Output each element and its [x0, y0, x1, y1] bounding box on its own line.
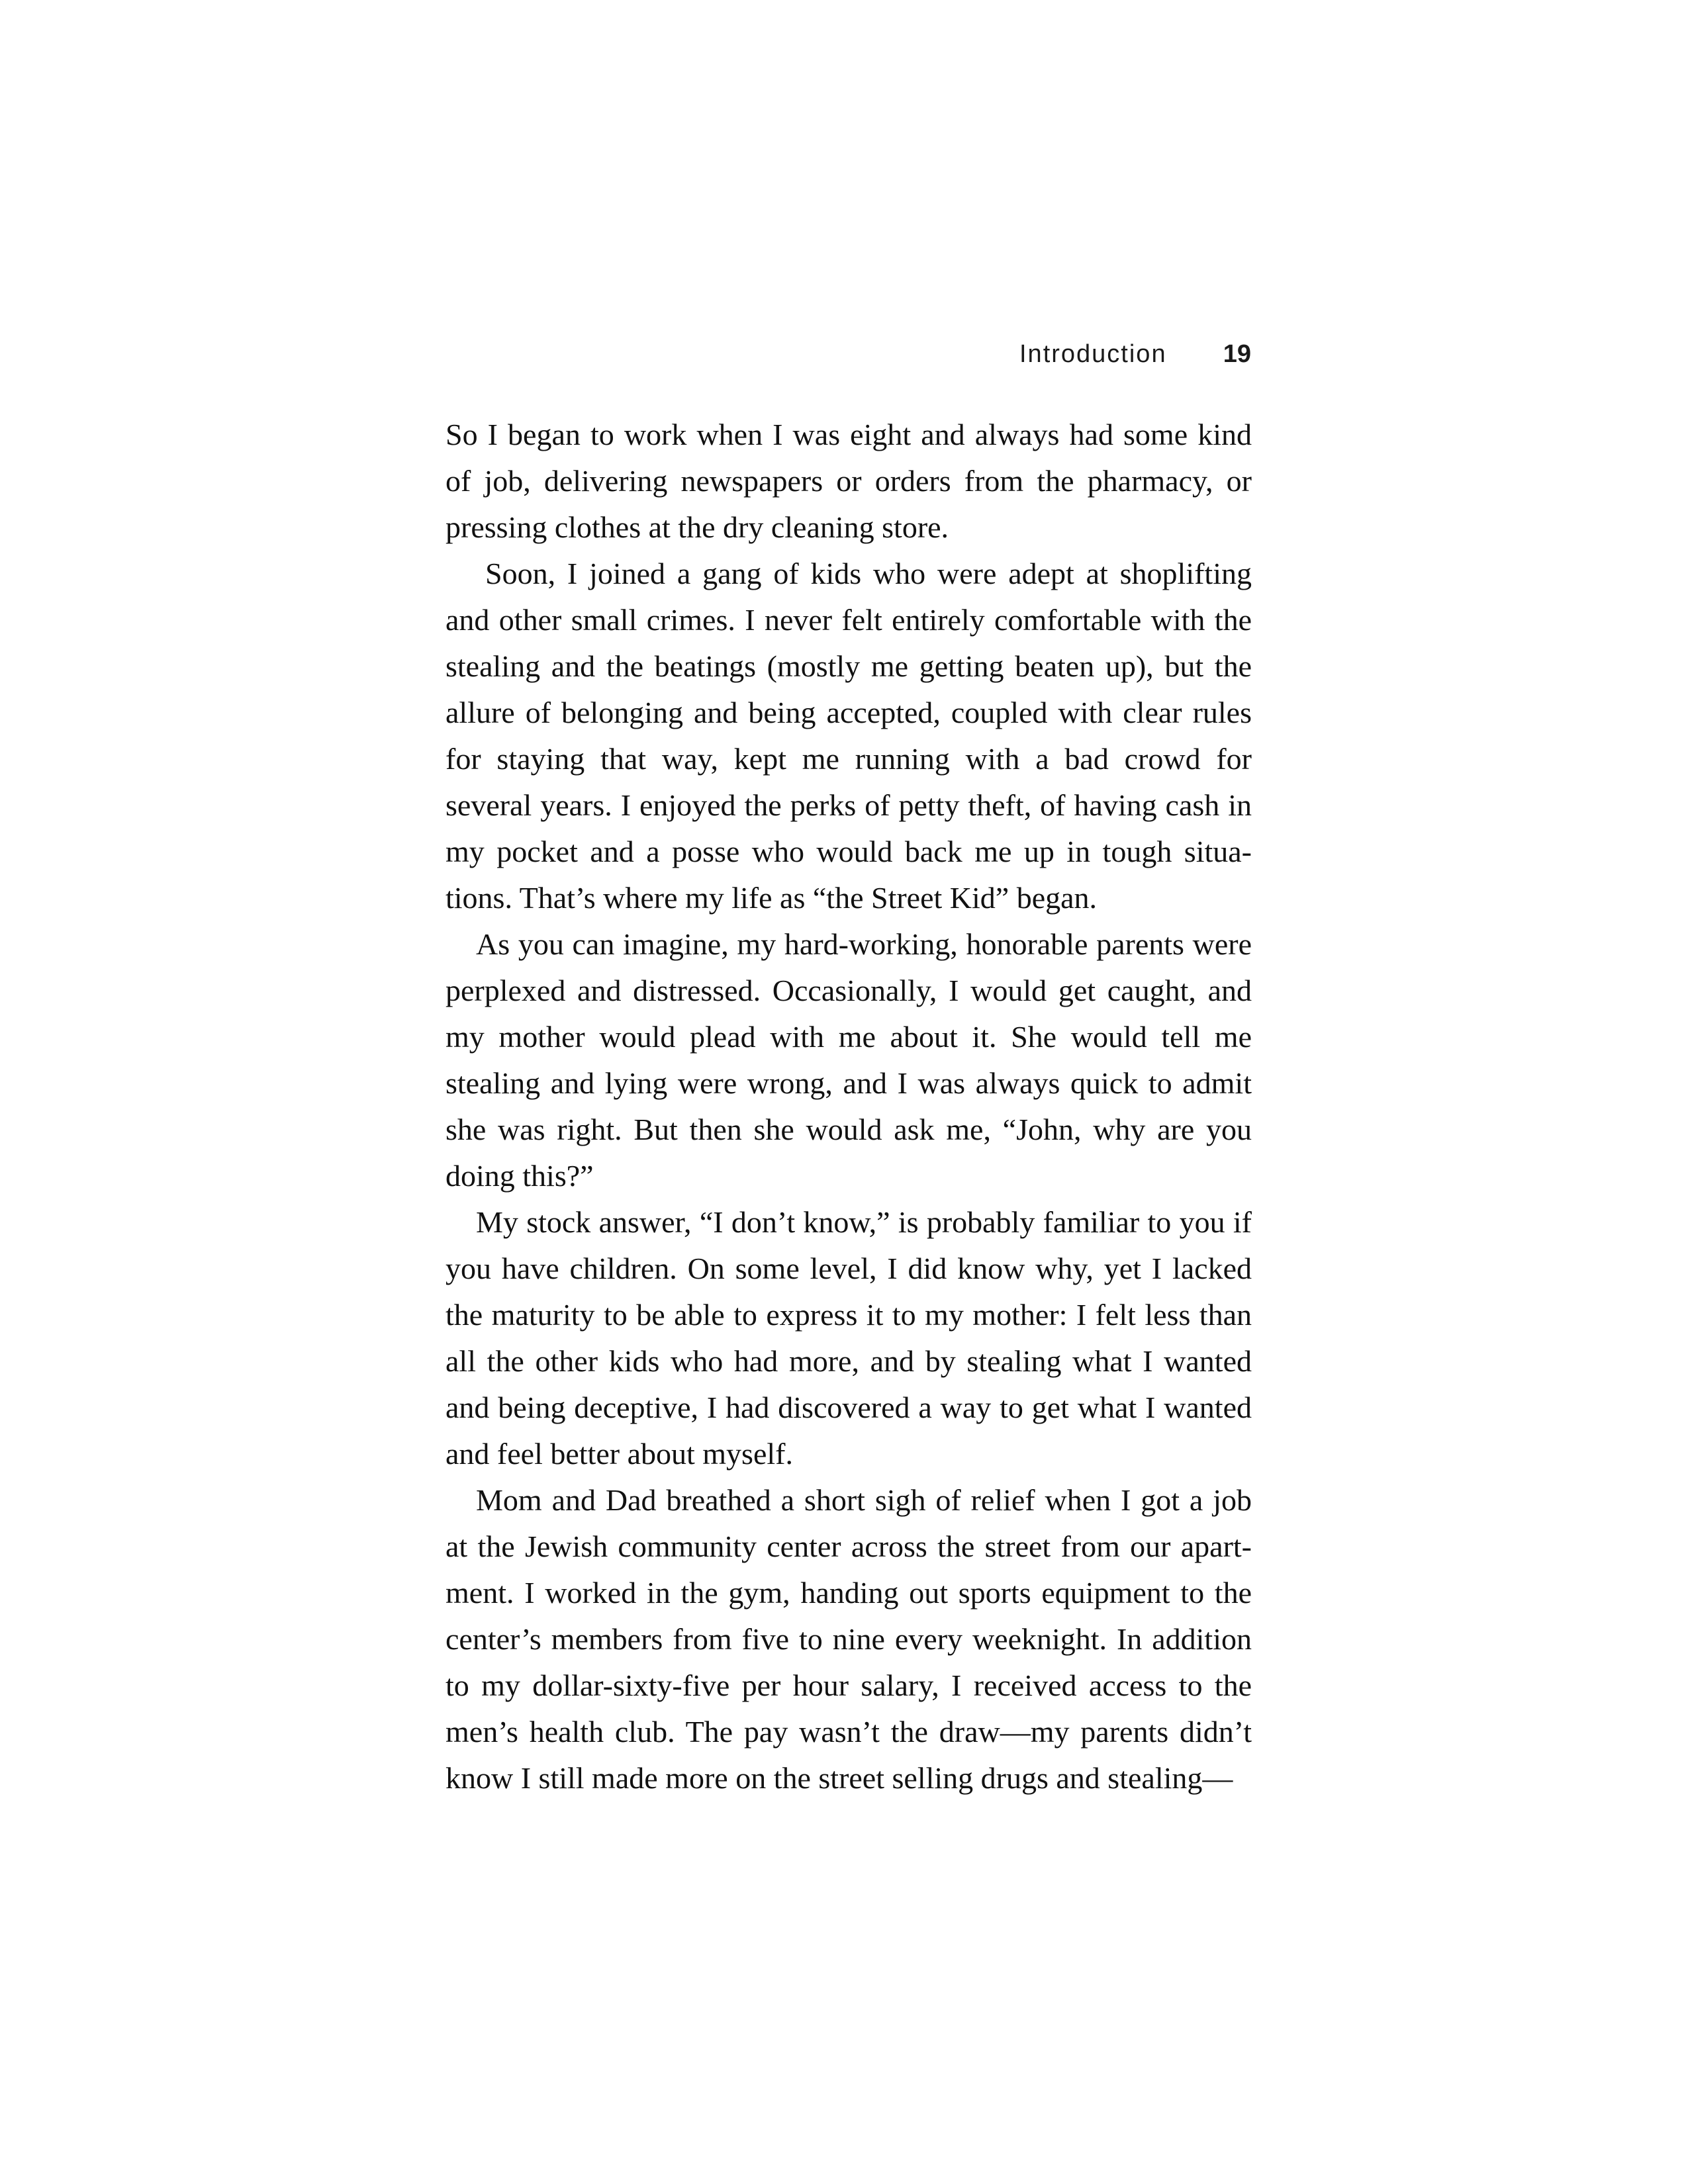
paragraph-4: My stock answer, “I don’t know,” is probably familiar to you if you have children. On some level, I did know why, yet I lacked the maturity to be able to express it to my mother: I felt less than all the other kids who had more, and by stealing what I wanted and being deceptive, I had discovered a way to get what I wanted and feel better about myself.: [445, 1205, 1252, 1471]
paragraph-5: Mom and Dad breathed a short sigh of relief when I got a job at the Jewish community center across the street from our apartment. I worked in the gym, handing out sports equipment to the center’s members from five to nine every weeknight. In addition to my dollar-sixty-five per hour salary, I received access to the men’s health club. The pay wasn’t the draw—my parents didn’t know I still made more on the street selling drugs and stealing—: [445, 1483, 1252, 1795]
paragraph-1: So I began to work when I was eight and always had some kind of job, delivering newspapers or orders from the pharmacy, or pressing clothes at the dry cleaning store.: [445, 418, 1252, 544]
running-head: [953, 334, 1251, 374]
section-title: Introduction: [1019, 340, 1167, 368]
body-text: [445, 412, 1252, 1801]
paragraph-2: Soon, I joined a gang of kids who were adept at shoplifting and other small crimes. I never felt entirely comfortable with the stealing and the beatings (mostly me getting beaten up), but the allure of belonging and being accepted, coupled with clear rules for staying that way, kept me running with a bad crowd for several years. I enjoyed the perks of petty theft, of having cash in my pocket and a posse who would back me up in tough situations. That’s where my life as “the Street Kid” began.: [445, 557, 1252, 915]
paragraph-3: As you can imagine, my hard-working, honorable parents were perplexed and distressed. Occasionally, I would get caught, and my mother would plead with me about it. She would tell me stealing and lying were wrong, and I was always quick to admit she was right. But then she would ask me, “John, why are you doing this?”: [445, 927, 1252, 1193]
page-number: 19: [1223, 340, 1251, 368]
